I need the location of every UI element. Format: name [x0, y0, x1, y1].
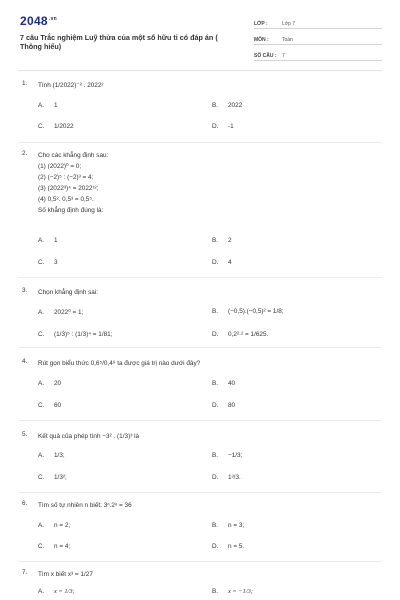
option-b[interactable] — [212, 308, 284, 315]
question-number: 4. — [22, 358, 28, 365]
option-a[interactable] — [38, 588, 75, 595]
stem-line: Số khẳng định đúng là: — [38, 207, 104, 214]
option-text: x = −1/3; — [228, 588, 253, 595]
option-label: D. — [212, 331, 219, 338]
stem-line: Tìm số tự nhiên n biết: 3ⁿ.2ⁿ = 36 — [38, 502, 132, 509]
option-label: C. — [38, 474, 45, 481]
option-d[interactable] — [212, 123, 234, 130]
option-label: A. — [38, 308, 45, 316]
option-text: 80 — [228, 402, 236, 409]
meta-row-count — [254, 49, 382, 61]
question-separator — [18, 347, 382, 348]
option-c[interactable] — [38, 123, 74, 130]
meta-row-class — [254, 17, 382, 29]
page-header — [0, 0, 400, 70]
option-label: C. — [38, 402, 45, 409]
option-label: C. — [38, 331, 45, 338]
question-list — [0, 80, 400, 600]
option-a[interactable] — [38, 380, 61, 387]
question-separator — [18, 420, 382, 421]
option-label: D. — [212, 543, 219, 550]
question-number: 6. — [22, 500, 28, 507]
option-b[interactable] — [212, 380, 235, 387]
stem-line: Rút gọn biểu thức 0,6⁵/0,4⁶ ta được giá trị nào dưới đây? — [38, 360, 201, 367]
page-title: 7 câu Trắc nghiệm Luỹ thừa của một số hữu tỉ có đáp án ( Thông hiểu) — [20, 33, 218, 51]
stem-line: Kết quả của phép tính −3² . (1/3)³ là — [38, 433, 140, 440]
option-label: B. — [212, 237, 219, 244]
option-text: n = 5. — [228, 543, 245, 550]
option-text: 2022⁰ = 1; — [54, 309, 84, 316]
option-d[interactable] — [212, 474, 241, 481]
option-label: B. — [212, 522, 219, 529]
option-label: C. — [38, 543, 45, 550]
option-text: n = 4; — [54, 543, 71, 550]
option-b[interactable] — [212, 522, 244, 529]
logo-main-text: 2048 — [20, 14, 48, 28]
option-label: D. — [212, 259, 219, 266]
option-text: 1/2022 — [54, 123, 74, 130]
question-number: 7. — [22, 569, 28, 576]
option-b[interactable] — [212, 237, 232, 244]
option-label: D. — [212, 123, 219, 130]
option-label: B. — [212, 102, 219, 109]
option-text: −1/3; — [228, 452, 243, 459]
meta-row-subject — [254, 33, 382, 45]
option-text: 1³/3. — [228, 474, 241, 481]
question-number: 3. — [22, 287, 28, 294]
option-b[interactable] — [212, 588, 253, 595]
option-text: 1 — [54, 102, 58, 109]
option-label: A. — [38, 522, 45, 529]
option-label: A. — [38, 452, 45, 459]
meta-label: MÔN : — [254, 37, 269, 43]
question-stem — [38, 358, 368, 369]
option-a[interactable] — [38, 452, 65, 459]
option-label: C. — [38, 123, 45, 130]
option-label: B. — [212, 452, 219, 459]
question-stem — [38, 431, 368, 442]
option-d[interactable] — [212, 259, 232, 266]
option-label: A. — [38, 237, 45, 244]
stem-line: Tính (1/2022)⁻² . 2022² — [38, 82, 104, 89]
option-label: D. — [212, 402, 219, 409]
option-label: C. — [38, 259, 45, 266]
meta-label: LỚP : — [254, 21, 268, 27]
meta-label: SỐ CÂU : — [254, 53, 277, 59]
stem-line: Chọn khẳng định sai: — [38, 289, 99, 296]
option-a[interactable] — [38, 237, 58, 244]
question-number: 1. — [22, 80, 28, 87]
stem-line: Cho các khẳng định sau: — [38, 152, 109, 159]
option-text: 2 — [228, 237, 232, 244]
option-text: 40 — [228, 380, 236, 387]
option-c[interactable] — [38, 474, 67, 481]
option-a[interactable] — [38, 308, 83, 316]
option-text: 3 — [54, 259, 58, 266]
option-label: A. — [38, 380, 45, 387]
question-stem — [38, 80, 368, 91]
question-separator — [18, 142, 382, 143]
option-text: (1/3)⁵ : (1/3)⁴ = 1/81; — [54, 331, 113, 338]
option-c[interactable] — [38, 331, 113, 338]
question-stem — [38, 287, 368, 298]
stem-line: (3) (2022³)⁴ = 2022¹²; — [38, 185, 99, 192]
option-b[interactable] — [212, 452, 242, 459]
question-stem — [38, 150, 368, 216]
question-number: 2. — [22, 150, 28, 157]
meta-value: Toán — [282, 37, 293, 43]
option-c[interactable] — [38, 402, 61, 409]
header-divider — [18, 70, 382, 71]
option-a[interactable] — [38, 102, 58, 109]
option-text: 2022 — [228, 102, 243, 109]
option-a[interactable] — [38, 522, 70, 529]
option-text: x = 1/3; — [54, 588, 75, 595]
question-stem — [38, 569, 368, 580]
option-text: 4 — [228, 259, 232, 266]
site-logo[interactable] — [20, 14, 57, 28]
stem-line: (1) (2022)⁰ = 0; — [38, 163, 82, 170]
meta-value: 7 — [282, 53, 285, 59]
stem-line: (2) (−2)⁵ : (−2)³ = 4; — [38, 174, 94, 181]
option-text: -1 — [228, 123, 234, 130]
question-separator — [18, 561, 382, 562]
option-c[interactable] — [38, 543, 70, 550]
question-number: 5. — [22, 431, 28, 438]
option-label: B. — [212, 588, 219, 595]
option-label: A. — [38, 102, 45, 109]
option-d[interactable] — [212, 331, 268, 338]
stem-line: (4) 0,5². 0,5³ = 0,5⁵. — [38, 196, 94, 203]
meta-value: Lớp 7 — [282, 21, 296, 27]
question-separator — [18, 277, 382, 278]
option-text: n = 2; — [54, 522, 71, 529]
option-d[interactable] — [212, 543, 244, 550]
option-text: 1/3; — [54, 452, 65, 459]
option-c[interactable] — [38, 259, 58, 266]
option-text: (−0,5).(−0,5)² = 1/8; — [228, 308, 284, 315]
option-label: D. — [212, 474, 219, 481]
option-text: 1 — [54, 237, 58, 244]
option-d[interactable] — [212, 402, 235, 409]
option-label: B. — [212, 308, 219, 315]
option-text: n = 3; — [228, 522, 245, 529]
option-label: B. — [212, 380, 219, 387]
option-text: 0,2²·² = 1/625. — [228, 331, 269, 338]
stem-line: Tìm x biết x³ = 1/27 — [38, 571, 93, 578]
logo-sub-text: .vn — [48, 16, 58, 22]
question-stem — [38, 500, 368, 511]
meta-info — [254, 17, 382, 65]
option-label: A. — [38, 588, 45, 595]
option-text: 1/3²; — [54, 474, 67, 481]
option-text: 60 — [54, 402, 62, 409]
question-separator — [18, 492, 382, 493]
option-b[interactable] — [212, 102, 242, 109]
option-text: 20 — [54, 380, 62, 387]
